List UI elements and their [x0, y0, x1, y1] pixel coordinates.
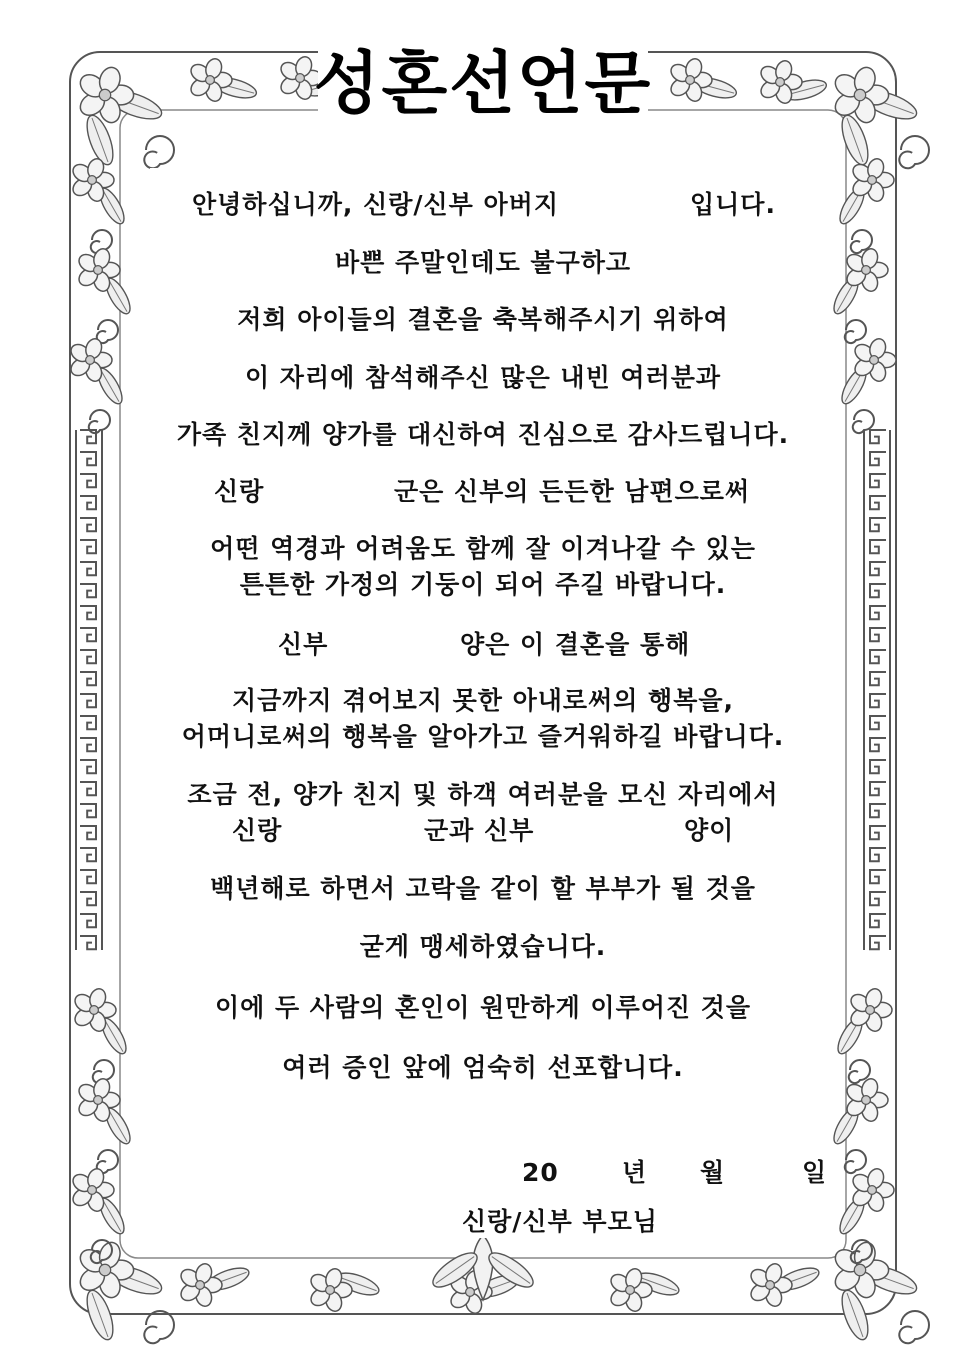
flower-center	[868, 1186, 877, 1195]
flower-center	[854, 1264, 865, 1275]
body-line: 백년해로 하면서 고락을 같이 할 부부가 될 것을	[210, 874, 756, 903]
flower-icon	[76, 1240, 134, 1301]
bride-label: 신부	[278, 630, 329, 659]
greeting-text-end: 입니다.	[690, 190, 776, 219]
date-year: 20	[522, 1158, 559, 1187]
scroll-ornament	[144, 1311, 174, 1343]
flower-icon	[178, 1262, 222, 1309]
body-line: 튼튼한 가정의 기둥이 되어 주길 바랍니다.	[239, 570, 727, 599]
body-line: 이 자리에 참석해주신 많은 내빈 여러분과	[244, 363, 722, 392]
body-line: 굳게 맹세하였습니다.	[359, 932, 607, 961]
body-line: 지금까지 겪어보지 못한 아내로써의 행복을,	[231, 686, 734, 715]
flower-center	[868, 176, 877, 185]
body-line: 가족 친지께 양가를 대신하여 진심으로 감사드립니다.	[176, 420, 790, 449]
body-line: 바쁜 주말인데도 불구하고	[334, 248, 632, 277]
flower-center	[88, 176, 97, 185]
groom-label: 신랑	[214, 477, 265, 506]
greeting-text: 안녕하십니까, 신랑/신부 아버지	[192, 190, 559, 219]
body-line: 여러 증인 앞에 엄숙히 선포합니다.	[282, 1053, 684, 1082]
scroll-ornament	[144, 136, 174, 168]
scroll-ornament	[899, 1311, 929, 1343]
flower-center	[326, 1286, 335, 1295]
body-line: 양은 이 결혼을 통해	[460, 630, 691, 659]
body-line: 저희 아이들의 결혼을 축복해주시기 위하여	[237, 305, 729, 334]
flower-center	[766, 1281, 775, 1290]
flower-icon	[748, 1262, 792, 1309]
body-line: 어머니로써의 행복을 알아가고 즐거워하길 바랍니다.	[181, 722, 785, 751]
flower-icon	[831, 1240, 889, 1301]
body-line: 군과 신부	[424, 816, 535, 845]
body-line: 양이	[684, 816, 735, 845]
scroll-ornament	[899, 136, 929, 168]
flower-center	[88, 1186, 97, 1195]
body-line: 군은 신부의 든든한 남편으로써	[394, 477, 751, 506]
flower-center	[626, 1286, 635, 1295]
date-month-unit: 월	[700, 1158, 726, 1187]
body-line: 이에 두 사람의 혼인이 원만하게 이루어진 것을	[214, 993, 752, 1022]
scroll-ornament	[845, 1150, 866, 1173]
page-title: 성혼선언문	[313, 45, 653, 124]
date-year-unit: 년	[622, 1158, 648, 1187]
body-line: 어떤 역경과 어려움도 함께 잘 이겨나갈 수 있는	[210, 534, 756, 563]
flower-center	[466, 1288, 475, 1297]
date-day-unit: 일	[802, 1158, 828, 1187]
flower-center	[862, 1096, 871, 1105]
signature: 신랑/신부 부모님	[462, 1207, 658, 1236]
body-line: 조금 전, 양가 친지 및 하객 여러분을 모신 자리에서	[187, 780, 779, 809]
flower-center	[196, 1281, 205, 1290]
flower-center	[99, 1264, 110, 1275]
flower-center	[94, 1096, 103, 1105]
groom-label: 신랑	[232, 816, 283, 845]
